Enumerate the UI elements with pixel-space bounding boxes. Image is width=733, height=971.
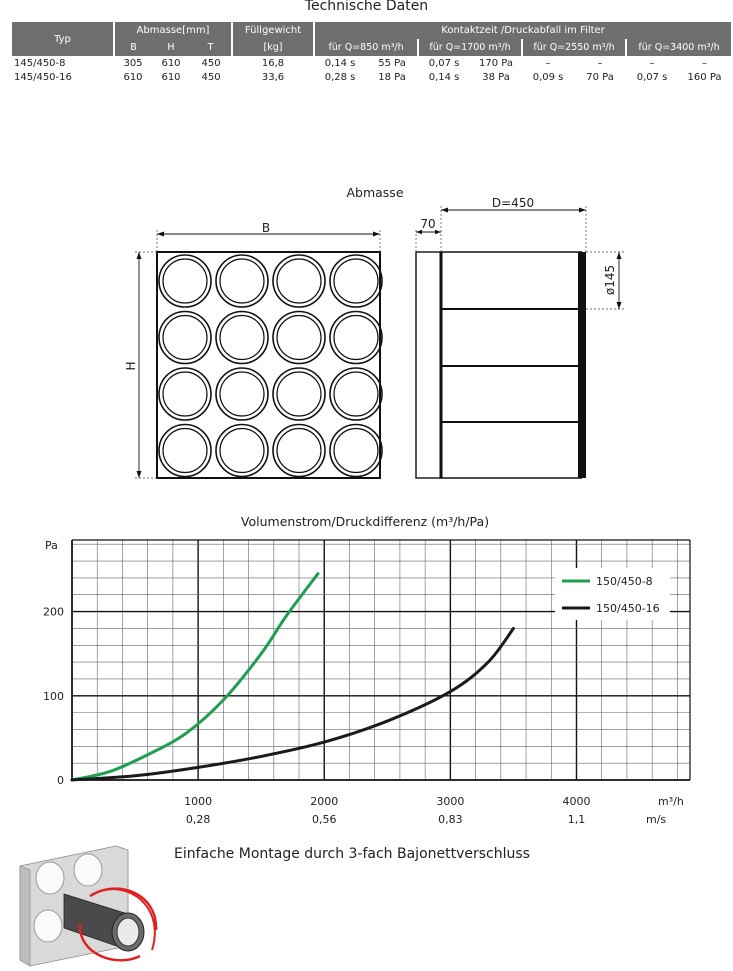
cell-time: 0,07 s [428,57,460,69]
cell-pressure: – [597,57,603,69]
cartridge-inner-circle [277,429,321,473]
col-fuell-header: Füllgewicht [232,22,314,39]
cell-time: 0,14 s [428,71,460,83]
x2-tick-label: 0,28 [185,813,211,826]
cell-b: 610 [123,71,143,83]
spec-table [12,22,731,84]
arrow-head [579,208,586,213]
technical-drawing [0,180,733,500]
arrow-head [617,302,622,309]
cell-pressure: 170 Pa [479,57,514,69]
cartridge-inner-circle [334,259,378,303]
cell-time: 0,07 s [636,71,668,83]
cartridge-inner-circle [220,316,264,360]
cell-pressure: 160 Pa [687,71,722,83]
cartridge-opening [34,910,62,942]
cartridge-outer-circle [216,425,268,477]
x2-tick-label: 0,56 [311,813,337,826]
arrow-head [435,230,441,234]
arrow-head [137,471,142,478]
cartridge-end-plate [578,252,586,478]
cell-typ: 145/450-8 [14,57,66,69]
dim-b-label: B [261,221,271,235]
cell-pressure: 70 Pa [586,71,614,83]
cartridge-outer-circle [273,368,325,420]
cell-t: 450 [201,57,221,69]
y-tick-label: 0 [57,774,64,787]
cell-pressure: 38 Pa [482,71,510,83]
cell-h: 610 [161,57,181,69]
cartridge-inner-circle [220,259,264,303]
col-kontakt-header: Kontaktzeit /Druckabfall im Filter [314,22,731,39]
cartridge-inner-circle [163,259,207,303]
cartridge-outer-circle [330,368,382,420]
legend-label-1: 150/450-8 [596,575,653,588]
drawing-title: Abmasse [346,185,404,200]
cartridge-inner-circle [334,372,378,416]
col-kg-header: [kg] [232,39,314,56]
dim-70-label: 70 [420,217,436,231]
cell-kg: 33,6 [261,71,285,83]
col-q850-header: für Q=850 m³/h [314,39,418,56]
dim-h-label: H [124,361,138,371]
col-h-header: H [152,39,190,56]
y-tick-label: 200 [43,605,64,619]
cell-pressure: 18 Pa [378,71,406,83]
col-q1700-header: für Q=1700 m³/h [418,39,522,56]
y-axis-label: Pa [45,539,58,552]
cartridge-outer-circle [273,255,325,307]
dim-d-label: D=450 [491,196,535,210]
col-b-header: B [114,39,152,56]
arrow-head [137,252,142,259]
col-t-header: T [190,39,232,56]
arrow-head [157,232,164,237]
cell-typ: 145/450-16 [14,71,72,83]
col-abmasse-header: Abmasse[mm] [114,22,232,39]
cell-time: – [649,57,655,69]
bayonet-illustration [8,838,173,968]
table-title: Technische Daten [304,0,429,14]
table-row [12,70,731,84]
cartridge-outer-circle [330,425,382,477]
cartridge-opening [74,854,102,886]
arrow-head [373,232,380,237]
cell-t: 450 [201,71,221,83]
cartridge-outer-circle [159,312,211,364]
cartridge-inner-circle [163,372,207,416]
legend-label-2: 150/450-16 [596,602,660,615]
table-row [12,56,731,70]
filter-flange [416,252,441,478]
x-axis-label: m³/h [658,795,684,808]
cartridge-outer-circle [159,425,211,477]
x2-tick-label: 1,1 [567,813,586,826]
cell-time: 0,09 s [532,71,564,83]
cell-time: – [545,57,551,69]
arrow-head [617,252,622,259]
filter-cartridge-grid [159,255,382,477]
cartridge-outer-circle [216,312,268,364]
x2-tick-label: 0,83 [438,813,463,826]
cell-b: 305 [123,57,143,69]
arrow-head [441,208,448,213]
cartridge-outer-circle [273,312,325,364]
cartridge-inner-circle [163,429,207,473]
cartridge-outer-circle [159,255,211,307]
montage-caption: Einfache Montage durch 3-fach Bajonettverschluss [174,846,530,862]
x2-axis-label: m/s [646,813,667,826]
pressure-chart [0,505,733,835]
col-q2550-header: für Q=2550 m³/h [522,39,626,56]
cell-kg: 16,8 [261,57,285,69]
cartridge-inner-circle [220,372,264,416]
cartridge-inner-circle [220,429,264,473]
cartridge-inner-circle [277,259,321,303]
cartridge-outer-circle [330,312,382,364]
cartridge-inner-circle [334,429,378,473]
cartridge-outer-circle [216,255,268,307]
cartridge-inner-circle [334,316,378,360]
cell-time: 0,14 s [324,57,356,69]
cell-time: 0,28 s [324,71,356,83]
filter-front-frame [157,252,380,478]
col-typ-header: Typ [12,22,114,56]
cartridge-outer-circle [330,255,382,307]
cartridge-opening [36,862,64,894]
x-tick-label: 4000 [562,795,591,808]
cartridge-outer-circle [216,368,268,420]
cell-pressure: 55 Pa [378,57,406,69]
x-tick-label: 1000 [184,795,213,808]
cartridge-outer-circle [273,425,325,477]
cell-pressure: – [702,57,708,69]
cartridge-inner-circle [277,372,321,416]
cartridge-inner-circle [277,316,321,360]
cell-h: 610 [161,71,181,83]
col-q3400-header: für Q=3400 m³/h [626,39,731,56]
dim-dia-label: ø145 [603,264,617,296]
cartridge-outer-circle [159,368,211,420]
x-tick-label: 3000 [436,795,465,808]
y-tick-label: 100 [43,689,64,703]
cartridge-hole [117,918,139,946]
x-tick-label: 2000 [310,795,339,808]
cartridge-inner-circle [163,316,207,360]
housing-side [20,866,30,966]
chart-title: Volumenstrom/Druckdifferenz (m³/h/Pa) [240,514,490,529]
